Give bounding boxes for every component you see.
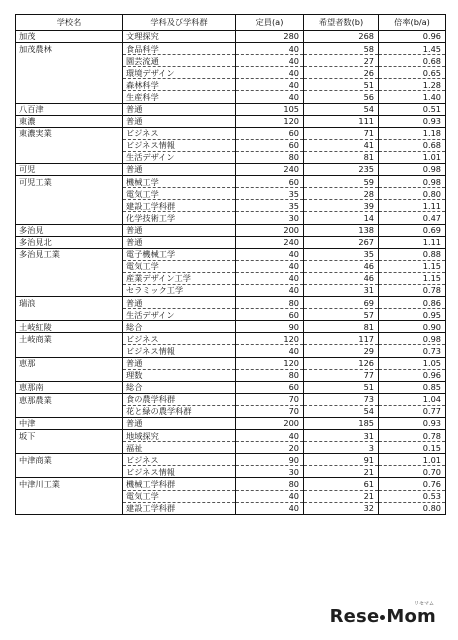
cell-school bbox=[16, 369, 123, 381]
table-row bbox=[16, 139, 446, 151]
cell-school: 多治見北 bbox=[16, 236, 123, 248]
cell-capacity: 80 bbox=[236, 478, 304, 490]
table-row bbox=[16, 103, 446, 115]
cell-ratio: 0.77 bbox=[379, 405, 446, 417]
cell-capacity: 200 bbox=[236, 224, 304, 236]
cell-applicants: 71 bbox=[304, 127, 379, 139]
cell-capacity: 40 bbox=[236, 67, 304, 79]
cell-dept: 生活デザイン bbox=[123, 309, 236, 321]
cell-capacity: 120 bbox=[236, 333, 304, 345]
cell-capacity: 40 bbox=[236, 55, 304, 67]
cell-school bbox=[16, 345, 123, 357]
cell-school bbox=[16, 284, 123, 296]
cell-school: 加茂農林 bbox=[16, 43, 123, 55]
cell-applicants: 31 bbox=[304, 284, 379, 296]
cell-dept: 福祉 bbox=[123, 442, 236, 454]
cell-applicants: 32 bbox=[304, 502, 379, 514]
cell-school: 恵那農業 bbox=[16, 393, 123, 405]
cell-capacity: 35 bbox=[236, 200, 304, 212]
table-row bbox=[16, 272, 446, 284]
cell-school bbox=[16, 502, 123, 514]
table-row bbox=[16, 115, 446, 127]
table-row bbox=[16, 478, 446, 490]
cell-school: 多治見 bbox=[16, 224, 123, 236]
cell-applicants: 81 bbox=[304, 151, 379, 163]
cell-dept: 食の農学科群 bbox=[123, 393, 236, 405]
cell-school: 可児 bbox=[16, 164, 123, 176]
table-row bbox=[16, 466, 446, 478]
table-body bbox=[16, 31, 446, 515]
cell-capacity: 40 bbox=[236, 284, 304, 296]
cell-dept: ビジネス bbox=[123, 454, 236, 466]
cell-applicants: 46 bbox=[304, 260, 379, 272]
cell-ratio: 0.96 bbox=[379, 369, 446, 381]
cell-school bbox=[16, 405, 123, 417]
table-row bbox=[16, 393, 446, 405]
cell-applicants: 56 bbox=[304, 91, 379, 103]
cell-capacity: 200 bbox=[236, 418, 304, 430]
cell-applicants: 39 bbox=[304, 200, 379, 212]
cell-dept: 総合 bbox=[123, 381, 236, 393]
cell-school: 中津 bbox=[16, 418, 123, 430]
cell-capacity: 240 bbox=[236, 164, 304, 176]
cell-dept: 環境デザイン bbox=[123, 67, 236, 79]
cell-dept: 普通 bbox=[123, 103, 236, 115]
cell-ratio: 0.73 bbox=[379, 345, 446, 357]
cell-applicants: 73 bbox=[304, 393, 379, 405]
cell-ratio: 1.15 bbox=[379, 272, 446, 284]
table-row bbox=[16, 164, 446, 176]
cell-applicants: 54 bbox=[304, 103, 379, 115]
cell-capacity: 40 bbox=[236, 79, 304, 91]
cell-capacity: 40 bbox=[236, 502, 304, 514]
cell-dept: ビジネス bbox=[123, 333, 236, 345]
table-row bbox=[16, 442, 446, 454]
cell-dept: 文理探究 bbox=[123, 31, 236, 43]
cell-ratio: 1.01 bbox=[379, 454, 446, 466]
cell-school bbox=[16, 200, 123, 212]
cell-ratio: 0.95 bbox=[379, 309, 446, 321]
cell-dept: 生産科学 bbox=[123, 91, 236, 103]
cell-capacity: 60 bbox=[236, 309, 304, 321]
table-row bbox=[16, 248, 446, 260]
cell-capacity: 40 bbox=[236, 43, 304, 55]
cell-school: 可児工業 bbox=[16, 176, 123, 188]
cell-dept: 機械工学科群 bbox=[123, 478, 236, 490]
cell-applicants: 235 bbox=[304, 164, 379, 176]
cell-applicants: 126 bbox=[304, 357, 379, 369]
cell-applicants: 117 bbox=[304, 333, 379, 345]
cell-dept: ビジネス情報 bbox=[123, 345, 236, 357]
cell-applicants: 69 bbox=[304, 297, 379, 309]
cell-dept: 建設工学科群 bbox=[123, 502, 236, 514]
cell-ratio: 0.96 bbox=[379, 31, 446, 43]
cell-ratio: 1.45 bbox=[379, 43, 446, 55]
table-row bbox=[16, 212, 446, 224]
cell-capacity: 35 bbox=[236, 188, 304, 200]
cell-dept: セラミック工学 bbox=[123, 284, 236, 296]
cell-school bbox=[16, 79, 123, 91]
table-row bbox=[16, 357, 446, 369]
cell-dept: 普通 bbox=[123, 115, 236, 127]
cell-school: 瑞浪 bbox=[16, 297, 123, 309]
header-capacity: 定員(a) bbox=[236, 15, 304, 31]
cell-ratio: 1.04 bbox=[379, 393, 446, 405]
table-row bbox=[16, 430, 446, 442]
table-row bbox=[16, 176, 446, 188]
cell-ratio: 0.98 bbox=[379, 176, 446, 188]
cell-capacity: 40 bbox=[236, 91, 304, 103]
cell-applicants: 91 bbox=[304, 454, 379, 466]
table-row bbox=[16, 321, 446, 333]
table-row bbox=[16, 55, 446, 67]
cell-school bbox=[16, 309, 123, 321]
table-row bbox=[16, 405, 446, 417]
cell-ratio: 0.98 bbox=[379, 164, 446, 176]
cell-ratio: 0.65 bbox=[379, 67, 446, 79]
cell-school bbox=[16, 151, 123, 163]
cell-capacity: 20 bbox=[236, 442, 304, 454]
table-row bbox=[16, 188, 446, 200]
cell-capacity: 60 bbox=[236, 176, 304, 188]
cell-dept: 園芸流通 bbox=[123, 55, 236, 67]
table-row bbox=[16, 490, 446, 502]
cell-dept: 普通 bbox=[123, 164, 236, 176]
cell-capacity: 30 bbox=[236, 466, 304, 478]
cell-ratio: 1.05 bbox=[379, 357, 446, 369]
cell-dept: ビジネス bbox=[123, 127, 236, 139]
cell-applicants: 21 bbox=[304, 466, 379, 478]
cell-school: 土岐商業 bbox=[16, 333, 123, 345]
cell-dept: 機械工学 bbox=[123, 176, 236, 188]
cell-capacity: 40 bbox=[236, 490, 304, 502]
cell-school bbox=[16, 490, 123, 502]
cell-school: 恵那南 bbox=[16, 381, 123, 393]
cell-school: 中津商業 bbox=[16, 454, 123, 466]
cell-applicants: 81 bbox=[304, 321, 379, 333]
table-row bbox=[16, 454, 446, 466]
cell-school bbox=[16, 260, 123, 272]
cell-capacity: 70 bbox=[236, 405, 304, 417]
cell-ratio: 0.78 bbox=[379, 430, 446, 442]
cell-dept: 建設工学科群 bbox=[123, 200, 236, 212]
cell-ratio: 1.01 bbox=[379, 151, 446, 163]
cell-school: 八百津 bbox=[16, 103, 123, 115]
table-row bbox=[16, 151, 446, 163]
cell-school bbox=[16, 466, 123, 478]
cell-capacity: 40 bbox=[236, 272, 304, 284]
cell-ratio: 0.88 bbox=[379, 248, 446, 260]
cell-school: 東濃 bbox=[16, 115, 123, 127]
cell-capacity: 30 bbox=[236, 212, 304, 224]
cell-ratio: 1.18 bbox=[379, 127, 446, 139]
table-header bbox=[16, 15, 446, 31]
cell-ratio: 0.98 bbox=[379, 333, 446, 345]
table-row bbox=[16, 381, 446, 393]
cell-capacity: 120 bbox=[236, 115, 304, 127]
cell-applicants: 58 bbox=[304, 43, 379, 55]
cell-dept: 電気工学 bbox=[123, 490, 236, 502]
cell-applicants: 29 bbox=[304, 345, 379, 357]
cell-ratio: 0.85 bbox=[379, 381, 446, 393]
cell-applicants: 46 bbox=[304, 272, 379, 284]
cell-school: 東濃実業 bbox=[16, 127, 123, 139]
table-row bbox=[16, 200, 446, 212]
cell-ratio: 0.68 bbox=[379, 139, 446, 151]
cell-applicants: 14 bbox=[304, 212, 379, 224]
cell-capacity: 280 bbox=[236, 31, 304, 43]
cell-ratio: 0.69 bbox=[379, 224, 446, 236]
header-row bbox=[16, 15, 446, 31]
cell-dept: 地域探究 bbox=[123, 430, 236, 442]
cell-applicants: 185 bbox=[304, 418, 379, 430]
cell-dept: 普通 bbox=[123, 418, 236, 430]
table-row bbox=[16, 127, 446, 139]
cell-dept: ビジネス情報 bbox=[123, 466, 236, 478]
cell-ratio: 0.68 bbox=[379, 55, 446, 67]
cell-school bbox=[16, 212, 123, 224]
cell-ratio: 0.70 bbox=[379, 466, 446, 478]
cell-capacity: 80 bbox=[236, 297, 304, 309]
cell-ratio: 1.11 bbox=[379, 200, 446, 212]
logo-dot-icon bbox=[380, 615, 385, 620]
cell-capacity: 40 bbox=[236, 260, 304, 272]
cell-applicants: 57 bbox=[304, 309, 379, 321]
table-row bbox=[16, 284, 446, 296]
table-row bbox=[16, 91, 446, 103]
table-row bbox=[16, 43, 446, 55]
cell-applicants: 61 bbox=[304, 478, 379, 490]
cell-applicants: 35 bbox=[304, 248, 379, 260]
cell-dept: 普通 bbox=[123, 236, 236, 248]
cell-ratio: 0.90 bbox=[379, 321, 446, 333]
cell-ratio: 0.93 bbox=[379, 115, 446, 127]
cell-dept: 食品科学 bbox=[123, 43, 236, 55]
header-dept: 学科及び学科群 bbox=[123, 15, 236, 31]
cell-dept: ビジネス情報 bbox=[123, 139, 236, 151]
cell-school: 中津川工業 bbox=[16, 478, 123, 490]
cell-ratio: 1.11 bbox=[379, 236, 446, 248]
cell-applicants: 51 bbox=[304, 79, 379, 91]
table-row bbox=[16, 345, 446, 357]
cell-school: 恵那 bbox=[16, 357, 123, 369]
table-row bbox=[16, 236, 446, 248]
cell-dept: 産業デザイン工学 bbox=[123, 272, 236, 284]
watermark-kana: リセマム bbox=[414, 601, 434, 607]
cell-ratio: 0.80 bbox=[379, 188, 446, 200]
cell-applicants: 26 bbox=[304, 67, 379, 79]
cell-ratio: 0.15 bbox=[379, 442, 446, 454]
cell-school bbox=[16, 442, 123, 454]
cell-school: 加茂 bbox=[16, 31, 123, 43]
cell-capacity: 40 bbox=[236, 248, 304, 260]
cell-dept: 森林科学 bbox=[123, 79, 236, 91]
cell-applicants: 77 bbox=[304, 369, 379, 381]
cell-applicants: 27 bbox=[304, 55, 379, 67]
cell-dept: 普通 bbox=[123, 224, 236, 236]
resemom-logo bbox=[330, 606, 436, 627]
cell-capacity: 70 bbox=[236, 393, 304, 405]
cell-school bbox=[16, 55, 123, 67]
table-row bbox=[16, 297, 446, 309]
cell-applicants: 268 bbox=[304, 31, 379, 43]
cell-ratio: 1.28 bbox=[379, 79, 446, 91]
table-row bbox=[16, 224, 446, 236]
cell-applicants: 28 bbox=[304, 188, 379, 200]
table-row bbox=[16, 418, 446, 430]
cell-school: 土岐紅陵 bbox=[16, 321, 123, 333]
cell-capacity: 60 bbox=[236, 139, 304, 151]
cell-applicants: 3 bbox=[304, 442, 379, 454]
cell-dept: 総合 bbox=[123, 321, 236, 333]
cell-school bbox=[16, 188, 123, 200]
table-row bbox=[16, 502, 446, 514]
header-ratio: 倍率(b/a) bbox=[379, 15, 446, 31]
cell-capacity: 60 bbox=[236, 127, 304, 139]
cell-capacity: 80 bbox=[236, 369, 304, 381]
cell-capacity: 40 bbox=[236, 345, 304, 357]
cell-capacity: 90 bbox=[236, 321, 304, 333]
cell-applicants: 51 bbox=[304, 381, 379, 393]
cell-ratio: 0.47 bbox=[379, 212, 446, 224]
cell-dept: 普通 bbox=[123, 297, 236, 309]
cell-applicants: 31 bbox=[304, 430, 379, 442]
table-row bbox=[16, 31, 446, 43]
logo-text-mom: Mom bbox=[386, 606, 436, 627]
header-applicants: 希望者数(b) bbox=[304, 15, 379, 31]
cell-capacity: 60 bbox=[236, 381, 304, 393]
cell-applicants: 54 bbox=[304, 405, 379, 417]
cell-dept: 花と緑の農学科群 bbox=[123, 405, 236, 417]
cell-capacity: 105 bbox=[236, 103, 304, 115]
table-row bbox=[16, 260, 446, 272]
cell-school bbox=[16, 139, 123, 151]
cell-ratio: 1.40 bbox=[379, 91, 446, 103]
cell-ratio: 1.15 bbox=[379, 260, 446, 272]
cell-dept: 電気工学 bbox=[123, 260, 236, 272]
cell-capacity: 40 bbox=[236, 430, 304, 442]
cell-capacity: 90 bbox=[236, 454, 304, 466]
cell-school bbox=[16, 91, 123, 103]
table-row bbox=[16, 309, 446, 321]
cell-applicants: 41 bbox=[304, 139, 379, 151]
cell-dept: 電子機械工学 bbox=[123, 248, 236, 260]
cell-applicants: 111 bbox=[304, 115, 379, 127]
table-row bbox=[16, 79, 446, 91]
cell-ratio: 0.51 bbox=[379, 103, 446, 115]
cell-ratio: 0.86 bbox=[379, 297, 446, 309]
cell-ratio: 0.78 bbox=[379, 284, 446, 296]
cell-ratio: 0.80 bbox=[379, 502, 446, 514]
cell-dept: 普通 bbox=[123, 357, 236, 369]
cell-ratio: 0.93 bbox=[379, 418, 446, 430]
cell-dept: 生活デザイン bbox=[123, 151, 236, 163]
cell-capacity: 120 bbox=[236, 357, 304, 369]
cell-applicants: 59 bbox=[304, 176, 379, 188]
cell-applicants: 21 bbox=[304, 490, 379, 502]
logo-text-rese: Rese bbox=[329, 606, 380, 627]
cell-school bbox=[16, 272, 123, 284]
table-row bbox=[16, 67, 446, 79]
cell-school bbox=[16, 67, 123, 79]
header-school: 学校名 bbox=[16, 15, 123, 31]
table-row bbox=[16, 333, 446, 345]
cell-ratio: 0.53 bbox=[379, 490, 446, 502]
applicant-ratio-table bbox=[15, 14, 446, 515]
cell-school: 多治見工業 bbox=[16, 248, 123, 260]
cell-dept: 化学技術工学 bbox=[123, 212, 236, 224]
cell-applicants: 267 bbox=[304, 236, 379, 248]
cell-dept: 理数 bbox=[123, 369, 236, 381]
cell-applicants: 138 bbox=[304, 224, 379, 236]
table-row bbox=[16, 369, 446, 381]
cell-capacity: 80 bbox=[236, 151, 304, 163]
cell-school: 坂下 bbox=[16, 430, 123, 442]
cell-capacity: 240 bbox=[236, 236, 304, 248]
cell-dept: 電気工学 bbox=[123, 188, 236, 200]
cell-ratio: 0.76 bbox=[379, 478, 446, 490]
